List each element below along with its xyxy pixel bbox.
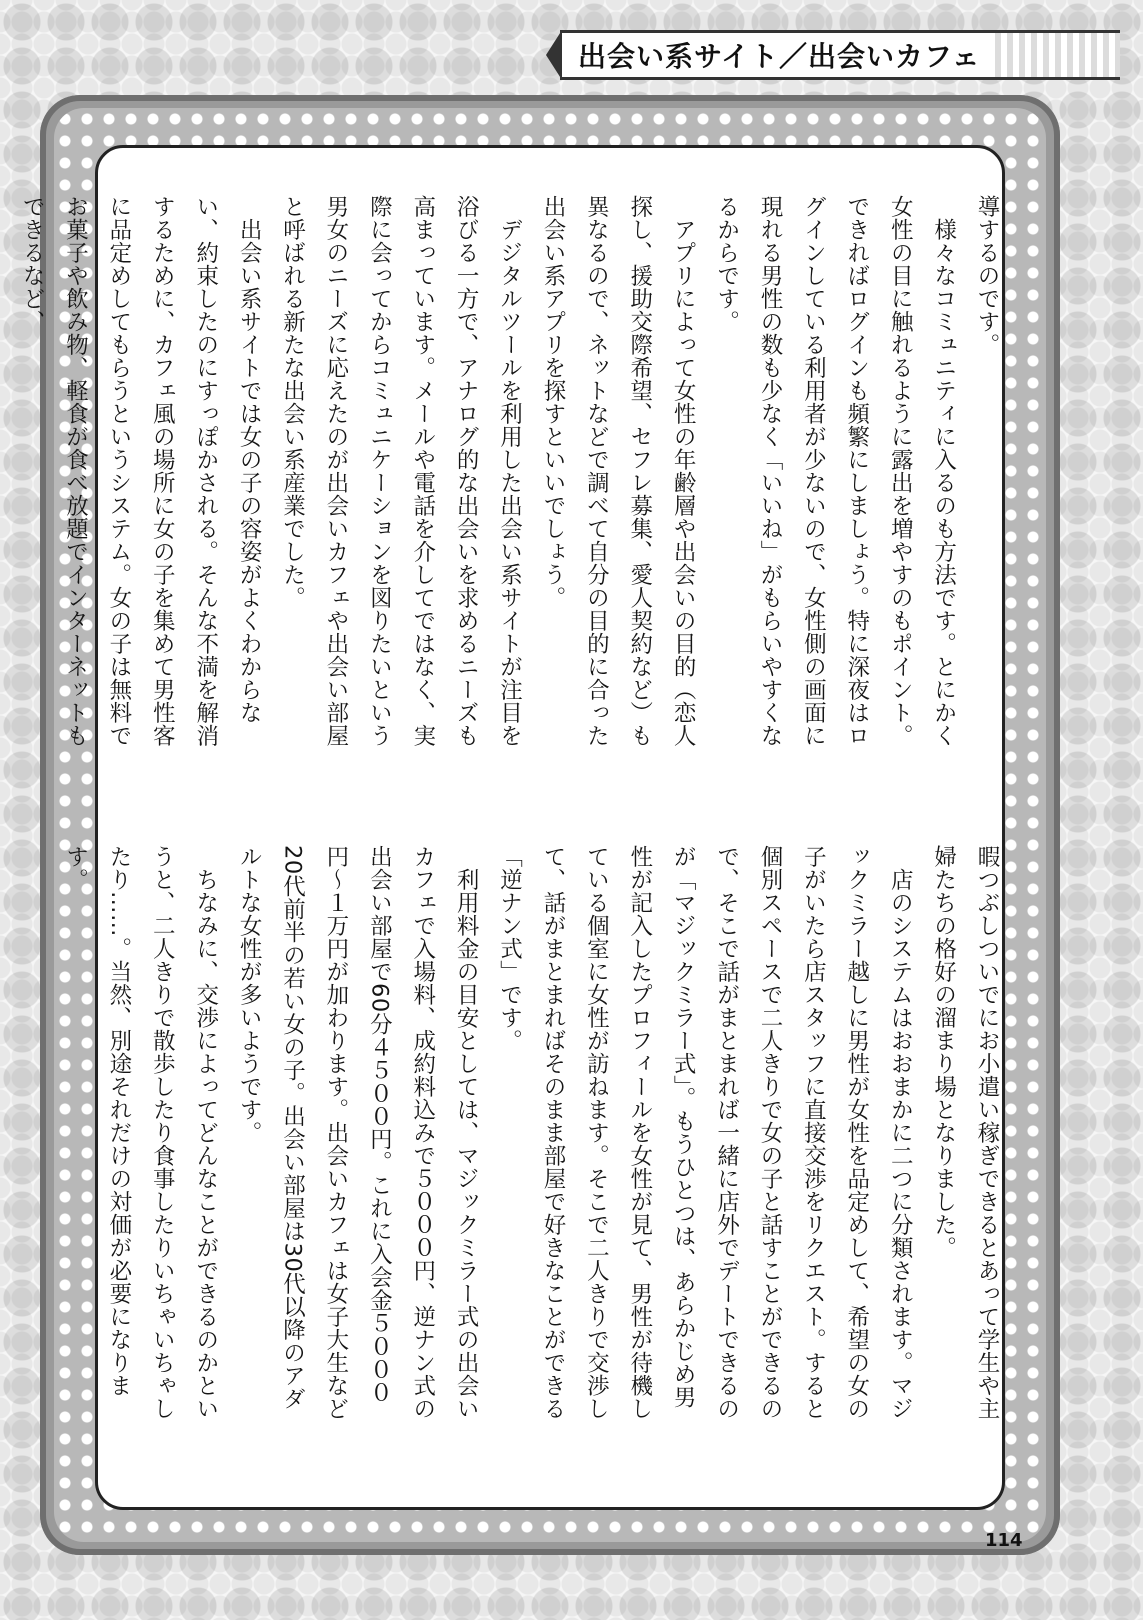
page-number: 114 xyxy=(985,1530,1023,1551)
paragraph: ちなみに、交渉によってどんなことができるのかというと、二人きりで散歩したり食事したりいちゃいちゃしたり……。当然、別途それだけの対価が必要になります。 xyxy=(62,845,219,1420)
paragraph: 導するのです。 xyxy=(974,195,1000,356)
header-stripe-decoration xyxy=(995,33,1120,77)
section-header xyxy=(560,30,1120,80)
paragraph: 店のシステムはおおまかに二つに分類されます。マジックミラー越しに男性が女性を品定めして、希望の女の子がいたら店スタッフに直接交渉をリクエスト。すると個別スペースで二人きりで女の子と話すことができるので、そこで話がまとまれば一緒に店外でデートできるのが「マジックミラー式」。もうひとつは、あらかじめ男性が記入したプロフィールを女性が見て、男性が待機している個室に女性が訪ねます。そこで二人きりで交渉して、話がまとまればそのまま部屋で好きなことができる「逆ナン式」です。 xyxy=(496,845,914,1420)
article-column-bottom xyxy=(62,845,1008,1425)
article-column-top xyxy=(19,195,1008,765)
section-title: 出会い系サイト／出会いカフェ xyxy=(578,40,981,73)
paragraph: デジタルツールを利用した出会い系サイトが注目を浴びる一方で、アナログ的な出会いを求めるニーズも高まっています。メールや電話を介してではなく、実際に会ってからコミュニケーションを図りたいという男女のニーズに応えたのが出会いカフェや出会い部屋と呼ばれる新たな出会い系産業でした。 xyxy=(279,195,523,747)
paragraph: 出会い系サイトでは女の子の容姿がよくわからない、約束したのにすっぽかされる。そんな不満を解消するために、カフェ風の場所に女の子を集めて男性客に品定めしてもらうというシステム。女の子は無料でお菓子や飲み物、軽食が食べ放題でインターネットもできるなど、 xyxy=(19,195,263,747)
header-chevron-icon xyxy=(546,30,562,80)
paragraph: 利用料金の目安としては、マジックミラー式の出会いカフェで入場料、成約料込みで５０００円、逆ナン式の出会い部屋で60分４５００円。これに入会金５０００円〜１万円が加わります。出会いカフェは女子大生など20代前半の若い女の子。出会い部屋は30代以降のアダルトな女性が多いようです。 xyxy=(236,845,480,1420)
paragraph: 暇つぶしついでにお小遣い稼ぎできるとあって学生や主婦たちの格好の溜まり場となりました。 xyxy=(930,845,1000,1420)
paragraph: 様々なコミュニティに入るのも方法です。とにかく女性の目に触れるように露出を増やすのもポイント。できればログインも頻繁にしましょう。特に深夜はログインしている利用者が少ないので、女性側の画面に現れる男性の数も少なく「いいね」がもらいやすくなるからです。 xyxy=(713,195,957,747)
paragraph: アプリによって女性の年齢層や出会いの目的（恋人探し、援助交際希望、セフレ募集、愛人契約など）も異なるので、ネットなどで調べて自分の目的に合った出会い系アプリを探すといいでしょう。 xyxy=(539,195,697,747)
